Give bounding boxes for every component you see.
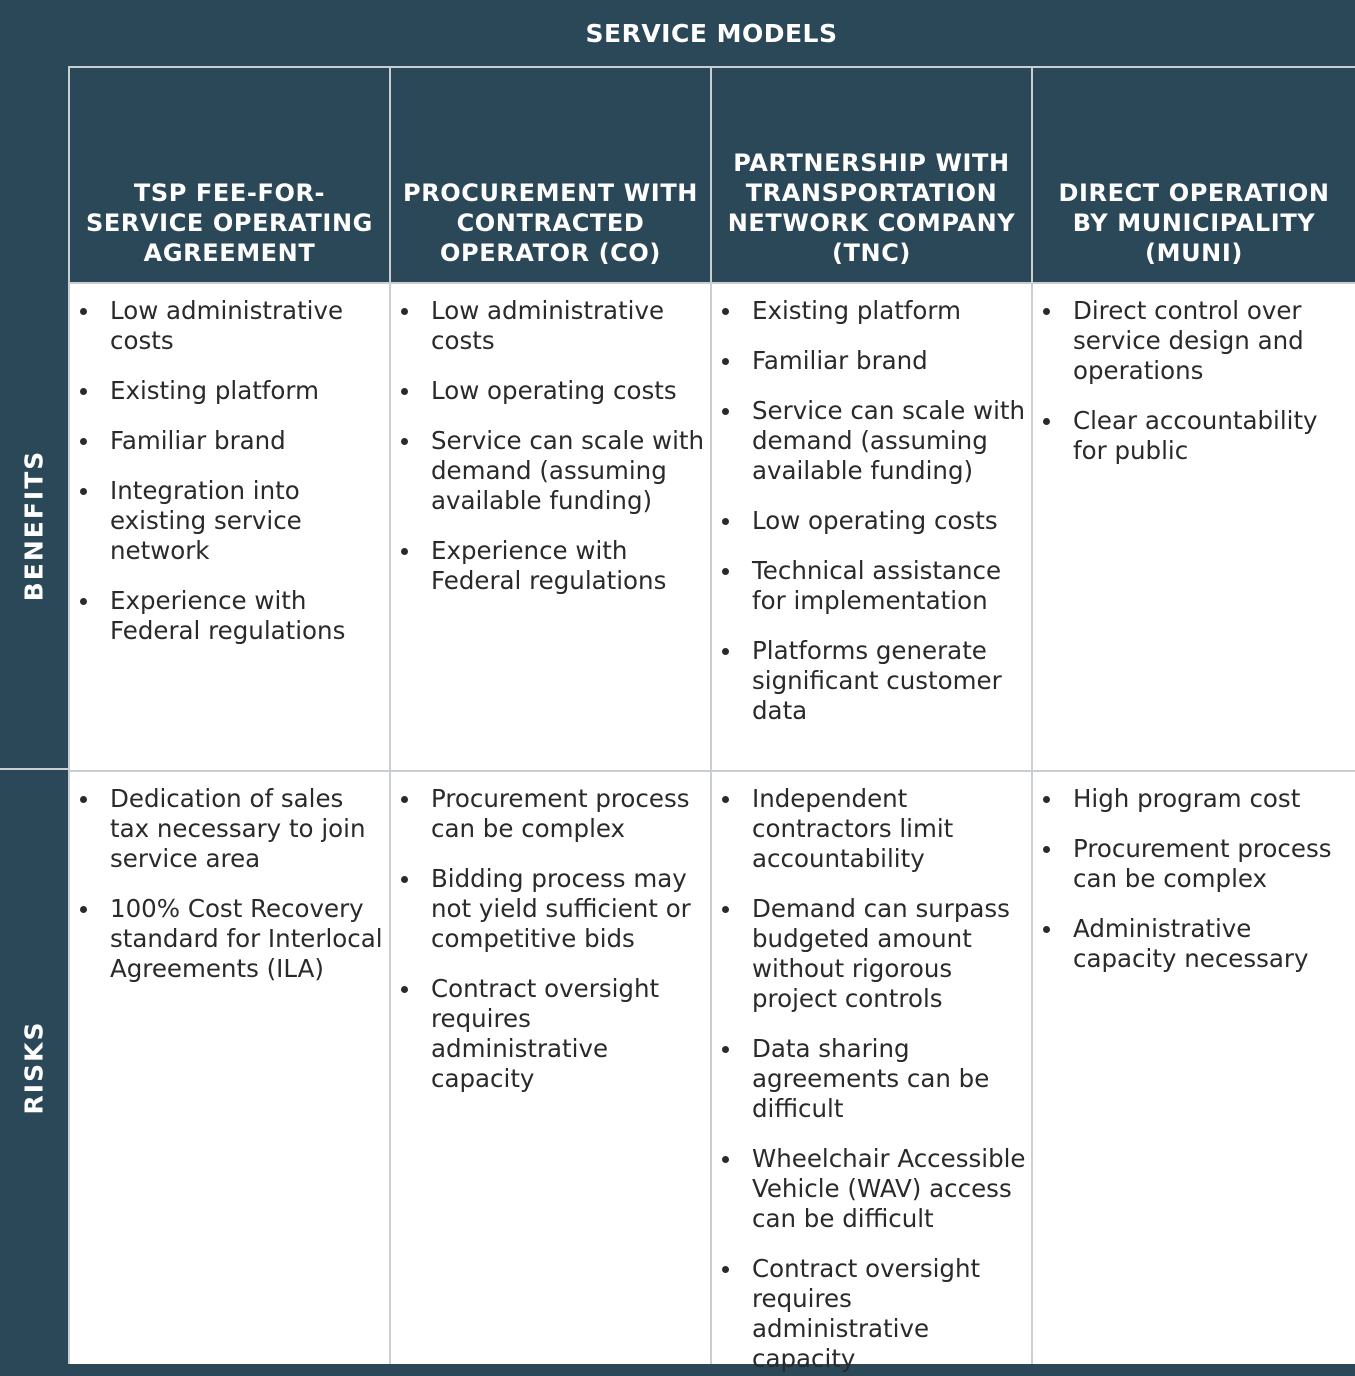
risks-list-tnc (720, 784, 1027, 1374)
list-item: 100% Cost Recovery standard for Interlocal Agreements (ILA) (78, 894, 385, 984)
row-label-benefits-text: BENEFITS (19, 449, 49, 601)
list-item: Integration into existing service network (78, 476, 385, 566)
list-item: Clear accountability for public (1041, 406, 1351, 466)
list-item: Procurement process can be complex (1041, 834, 1351, 894)
risks-cell-tsp (68, 770, 389, 1364)
list-item: Direct control over service design and operations (1041, 296, 1351, 386)
list-item: Data sharing agreements can be difficult (720, 1034, 1027, 1124)
list-item: High program cost (1041, 784, 1351, 814)
list-item: Independent contractors limit accountability (720, 784, 1027, 874)
risks-cell-muni (1031, 770, 1355, 1364)
benefits-cell-co (389, 282, 710, 770)
list-item: Familiar brand (78, 426, 385, 456)
column-header-muni: DIRECT OPERATION BY MUNICIPALITY (MUNI) (1031, 66, 1355, 282)
list-item: Experience with Federal regulations (78, 586, 385, 646)
list-item: Familiar brand (720, 346, 1027, 376)
list-item: Experience with Federal regulations (399, 536, 706, 596)
list-item: Bidding process may not yield sufficient or competitive bids (399, 864, 706, 954)
column-header-tnc: PARTNERSHIP WITH TRANSPORTATION NETWORK COMPANY (TNC) (710, 66, 1031, 282)
row-label-benefits (0, 282, 68, 768)
table-title: SERVICE MODELS (585, 18, 838, 48)
list-item: Low administrative costs (78, 296, 385, 356)
risks-list-muni (1041, 784, 1351, 974)
list-item: Demand can surpass budgeted amount without rigorous project controls (720, 894, 1027, 1014)
list-item: Service can scale with demand (assuming available funding) (720, 396, 1027, 486)
service-models-grid (68, 66, 1355, 1373)
benefits-list-co (399, 296, 706, 596)
list-item: Contract oversight requires administrative capacity (399, 974, 706, 1094)
risks-cell-co (389, 770, 710, 1364)
list-item: Administrative capacity necessary (1041, 914, 1351, 974)
benefits-cell-tsp (68, 282, 389, 770)
list-item: Low operating costs (720, 506, 1027, 536)
row-label-risks-text: RISKS (19, 1020, 49, 1114)
column-header-tsp: TSP FEE-FOR-SERVICE OPERATING AGREEMENT (68, 66, 389, 282)
risks-list-tsp (78, 784, 385, 984)
list-item: Low operating costs (399, 376, 706, 406)
benefits-list-tsp (78, 296, 385, 646)
list-item: Wheelchair Accessible Vehicle (WAV) access can be difficult (720, 1144, 1027, 1234)
list-item: Existing platform (78, 376, 385, 406)
risks-list-co (399, 784, 706, 1094)
risks-cell-tnc (710, 770, 1031, 1373)
row-label-risks (0, 770, 68, 1364)
benefits-cell-tnc (710, 282, 1031, 770)
benefits-list-muni (1041, 296, 1351, 466)
benefits-list-tnc (720, 296, 1027, 726)
list-item: Platforms generate significant customer data (720, 636, 1027, 726)
column-header-co: PROCUREMENT WITH CONTRACTED OPERATOR (CO) (389, 66, 710, 282)
benefits-cell-muni (1031, 282, 1355, 770)
list-item: Existing platform (720, 296, 1027, 326)
list-item: Dedication of sales tax necessary to join service area (78, 784, 385, 874)
list-item: Contract oversight requires administrative capacity (720, 1254, 1027, 1374)
list-item: Procurement process can be complex (399, 784, 706, 844)
list-item: Low administrative costs (399, 296, 706, 356)
list-item: Service can scale with demand (assuming available funding) (399, 426, 706, 516)
list-item: Technical assistance for implementation (720, 556, 1027, 616)
